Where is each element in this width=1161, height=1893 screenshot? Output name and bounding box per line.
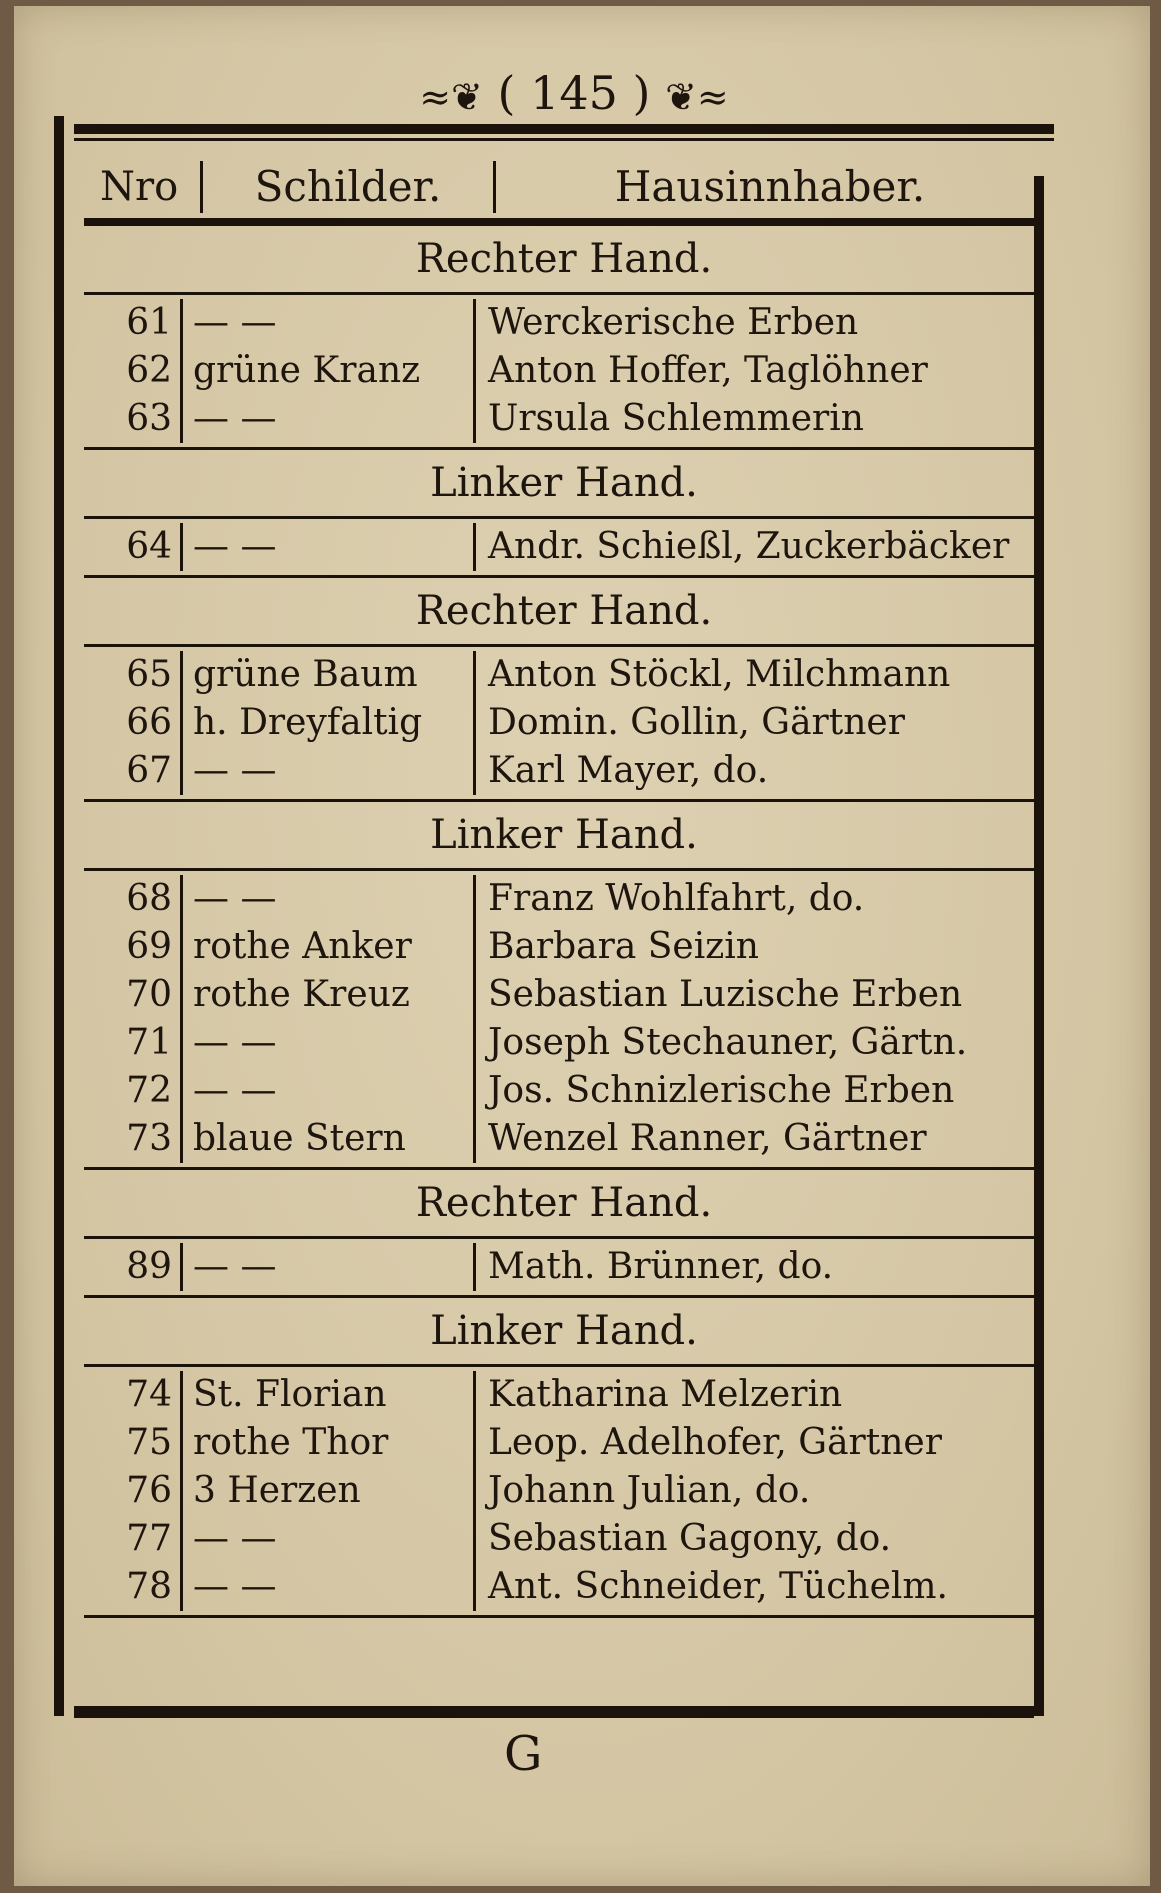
- house-number: 68: [84, 875, 183, 923]
- section-title: Rechter Hand.: [84, 226, 1044, 295]
- table-row: [84, 1419, 1044, 1467]
- house-sign: — —: [183, 395, 476, 443]
- house-owner: Andr. Schießl, Zuckerbäcker: [488, 526, 1010, 567]
- table-row: [84, 1019, 1044, 1067]
- section-rows: [84, 1367, 1044, 1618]
- table-row: [84, 875, 1044, 923]
- house-number: 69: [84, 923, 183, 971]
- table-row: [84, 747, 1044, 795]
- house-number: 64: [84, 523, 183, 571]
- col-sign-header: Schilder.: [203, 161, 496, 213]
- house-owner: Anton Stöckl, Milchmann: [488, 654, 951, 695]
- section-rows: [84, 647, 1044, 802]
- house-number: 75: [84, 1419, 183, 1467]
- house-sign: rothe Kreuz: [183, 971, 476, 1019]
- section-rows: [84, 1239, 1044, 1298]
- house-owner: Ursula Schlemmerin: [488, 398, 864, 439]
- table-sections: [84, 226, 1044, 1618]
- house-number: 73: [84, 1115, 183, 1163]
- house-number: 62: [84, 347, 183, 395]
- house-sign: blaue Stern: [183, 1115, 476, 1163]
- residents-table: [84, 156, 1044, 1618]
- house-owner: Barbara Seizin: [488, 926, 759, 967]
- house-sign: — —: [183, 1019, 476, 1067]
- house-sign: St. Florian: [183, 1371, 476, 1419]
- house-sign: rothe Anker: [183, 923, 476, 971]
- table-row: [84, 395, 1044, 443]
- house-owner: Anton Hoffer, Taglöhner: [488, 350, 928, 391]
- table-row: [84, 699, 1044, 747]
- table-row: [84, 1371, 1044, 1419]
- book-page: [14, 6, 1150, 1886]
- house-sign: — —: [183, 1243, 476, 1291]
- table-row: [84, 1467, 1044, 1515]
- table-row: [84, 523, 1044, 571]
- col-owner-header: Hausinnhaber.: [614, 162, 926, 211]
- house-sign: — —: [183, 1067, 476, 1115]
- house-number: 89: [84, 1243, 183, 1291]
- section-title: Linker Hand.: [84, 802, 1044, 871]
- house-owner: Ant. Schneider, Tüchelm.: [488, 1566, 948, 1607]
- house-owner: Math. Brünner, do.: [488, 1246, 834, 1287]
- house-number: 67: [84, 747, 183, 795]
- house-number: 74: [84, 1371, 183, 1419]
- table-row: [84, 299, 1044, 347]
- house-number: 63: [84, 395, 183, 443]
- house-owner: Domin. Gollin, Gärtner: [488, 702, 905, 743]
- house-owner: Leop. Adelhofer, Gärtner: [488, 1422, 942, 1463]
- house-sign: rothe Thor: [183, 1419, 476, 1467]
- house-number: 78: [84, 1563, 183, 1611]
- house-number: 66: [84, 699, 183, 747]
- bottom-border: [74, 1706, 1034, 1718]
- table-row: [84, 651, 1044, 699]
- house-sign: 3 Herzen: [183, 1467, 476, 1515]
- section-rows: [84, 295, 1044, 450]
- house-sign: grüne Baum: [183, 651, 476, 699]
- section-rows: [84, 871, 1044, 1170]
- house-owner: Karl Mayer, do.: [488, 750, 769, 791]
- house-sign: — —: [183, 299, 476, 347]
- house-sign: — —: [183, 1563, 476, 1611]
- house-sign: grüne Kranz: [183, 347, 476, 395]
- house-number: 77: [84, 1515, 183, 1563]
- table-row: [84, 1243, 1044, 1291]
- house-owner: Katharina Melzerin: [488, 1374, 843, 1415]
- signature-mark: G: [504, 1726, 543, 1782]
- house-number: 65: [84, 651, 183, 699]
- table-header: [84, 156, 1044, 226]
- house-sign: — —: [183, 1515, 476, 1563]
- table-row: [84, 1067, 1044, 1115]
- house-sign: h. Dreyfaltig: [183, 699, 476, 747]
- house-owner: Sebastian Luzische Erben: [488, 974, 963, 1015]
- left-border: [54, 116, 64, 1716]
- section-title: Linker Hand.: [84, 1298, 1044, 1367]
- section-title: Rechter Hand.: [84, 578, 1044, 647]
- table-row: [84, 347, 1044, 395]
- house-number: 70: [84, 971, 183, 1019]
- table-row: [84, 1515, 1044, 1563]
- house-owner: Franz Wohlfahrt, do.: [488, 878, 865, 919]
- house-owner: Sebastian Gagony, do.: [488, 1518, 892, 1559]
- top-border: [74, 124, 1054, 134]
- house-number: 72: [84, 1067, 183, 1115]
- left-ornament: ≈❦: [419, 75, 483, 119]
- table-row: [84, 923, 1044, 971]
- table-row: [84, 971, 1044, 1019]
- section-rows: [84, 519, 1044, 578]
- col-number-header: Nro: [84, 161, 203, 213]
- house-number: 71: [84, 1019, 183, 1067]
- house-number: 76: [84, 1467, 183, 1515]
- house-owner: Jos. Schnizlerische Erben: [488, 1070, 955, 1111]
- top-border-inner: [74, 138, 1054, 141]
- house-sign: — —: [183, 747, 476, 795]
- right-ornament: ❦≈: [665, 75, 729, 119]
- house-sign: — —: [183, 523, 476, 571]
- house-number: 61: [84, 299, 183, 347]
- page-number: ( 145 ): [497, 66, 651, 120]
- house-owner: Joseph Stechauner, Gärtn.: [488, 1022, 968, 1063]
- table-row: [84, 1563, 1044, 1611]
- table-row: [84, 1115, 1044, 1163]
- section-title: Rechter Hand.: [84, 1170, 1044, 1239]
- house-owner: Wenzel Ranner, Gärtner: [488, 1118, 927, 1159]
- section-title: Linker Hand.: [84, 450, 1044, 519]
- house-owner: Werckerische Erben: [488, 302, 859, 343]
- house-owner: Johann Julian, do.: [488, 1470, 811, 1511]
- house-sign: — —: [183, 875, 476, 923]
